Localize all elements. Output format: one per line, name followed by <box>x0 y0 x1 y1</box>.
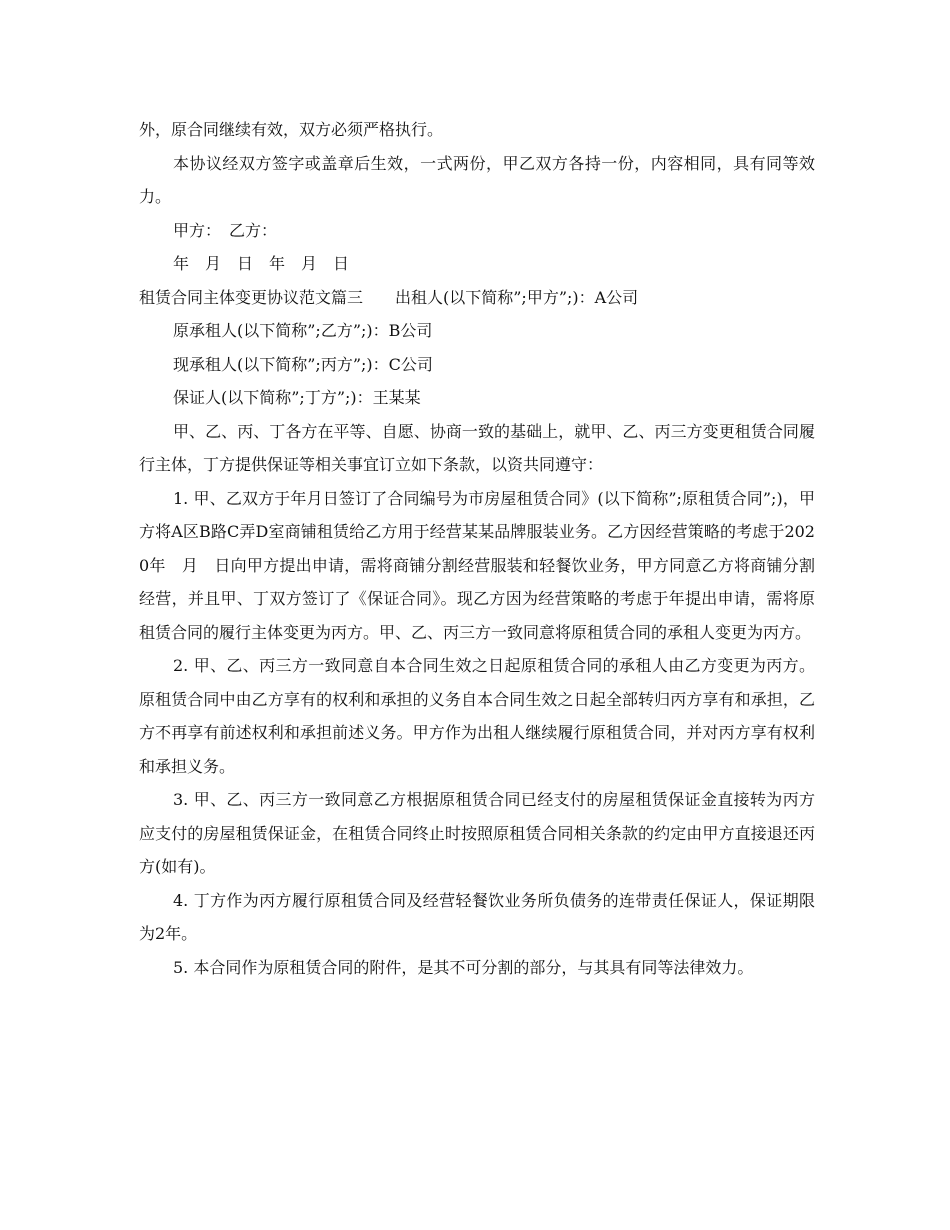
document-body <box>139 113 815 984</box>
paragraph-clause-5: 5. 本合同作为原租赁合同的附件，是其不可分割的部分，与其具有同等法律效力。 <box>173 957 754 977</box>
paragraph-clause-4: 4. 丁方作为丙方履行原租赁合同及经营轻餐饮业务所负债务的连带责任保证人，保证期限为2年。 <box>139 890 815 943</box>
paragraph-effective-clause: 本协议经双方签字或盖章后生效，一式两份，甲乙双方各持一份，内容相同，具有同等效力。 <box>139 153 815 206</box>
paragraph-contract-continues: 外，原合同继续有效，双方必须严格执行。 <box>139 120 444 139</box>
paragraph-preamble: 甲、乙、丙、丁各方在平等、自愿、协商一致的基础上，就甲、乙、丙三方变更租赁合同履行主体，丁方提供保证等相关事宜订立如下条款，以资共同遵守： <box>139 421 815 474</box>
paragraph-clause-1: 1. 甲、乙双方于年月日签订了合同编号为市房屋租赁合同》(以下简称”;原租赁合同”;)，甲方将A区B路C弄D室商铺租赁给乙方用于经营某某品牌服装业务。乙方因经营策略的考虑于2020年 月 日向甲方提出申请，需将商铺分割经营服装和轻餐饮业务，甲方同意乙方将商铺分割经营，并且甲、丁双方签订了《保证合同》。现乙方因为经营策略的考虑于年提出申请，需将原租赁合同的履行主体变更为丙方。甲、乙、丙三方一致同意将原租赁合同的承租人变更为丙方。 <box>139 488 815 642</box>
paragraph-section-three-title: 租赁合同主体变更协议范文篇三 出租人(以下简称”;甲方”;)：A公司 <box>139 287 639 307</box>
paragraph-clause-3: 3. 甲、乙、丙三方一致同意乙方根据原租赁合同已经支付的房屋租赁保证金直接转为丙方应支付的房屋租赁保证金，在租赁合同终止时按照原租赁合同相关条款的约定由甲方直接退还丙方(如有)。 <box>139 790 815 876</box>
paragraph-original-lessee: 原承租人(以下简称”;乙方”;)：B公司 <box>173 321 433 340</box>
paragraph-guarantor: 保证人(以下简称”;丁方”;)：王某某 <box>173 388 421 407</box>
paragraph-current-lessee: 现承租人(以下简称”;丙方”;)：C公司 <box>173 354 433 374</box>
paragraph-signature-parties: 甲方： 乙方： <box>173 220 278 240</box>
paragraph-signature-dates: 年 月 日 年 月 日 <box>173 254 350 273</box>
paragraph-clause-2: 2. 甲、乙、丙三方一致同意自本合同生效之日起原租赁合同的承租人由乙方变更为丙方。原租赁合同中由乙方享有的权利和承担的义务自本合同生效之日起全部转归丙方享有和承担，乙方不再享有前述权利和承担前述义务。甲方作为出租人继续履行原租赁合同，并对丙方享有权利和承担义务。 <box>139 656 815 776</box>
